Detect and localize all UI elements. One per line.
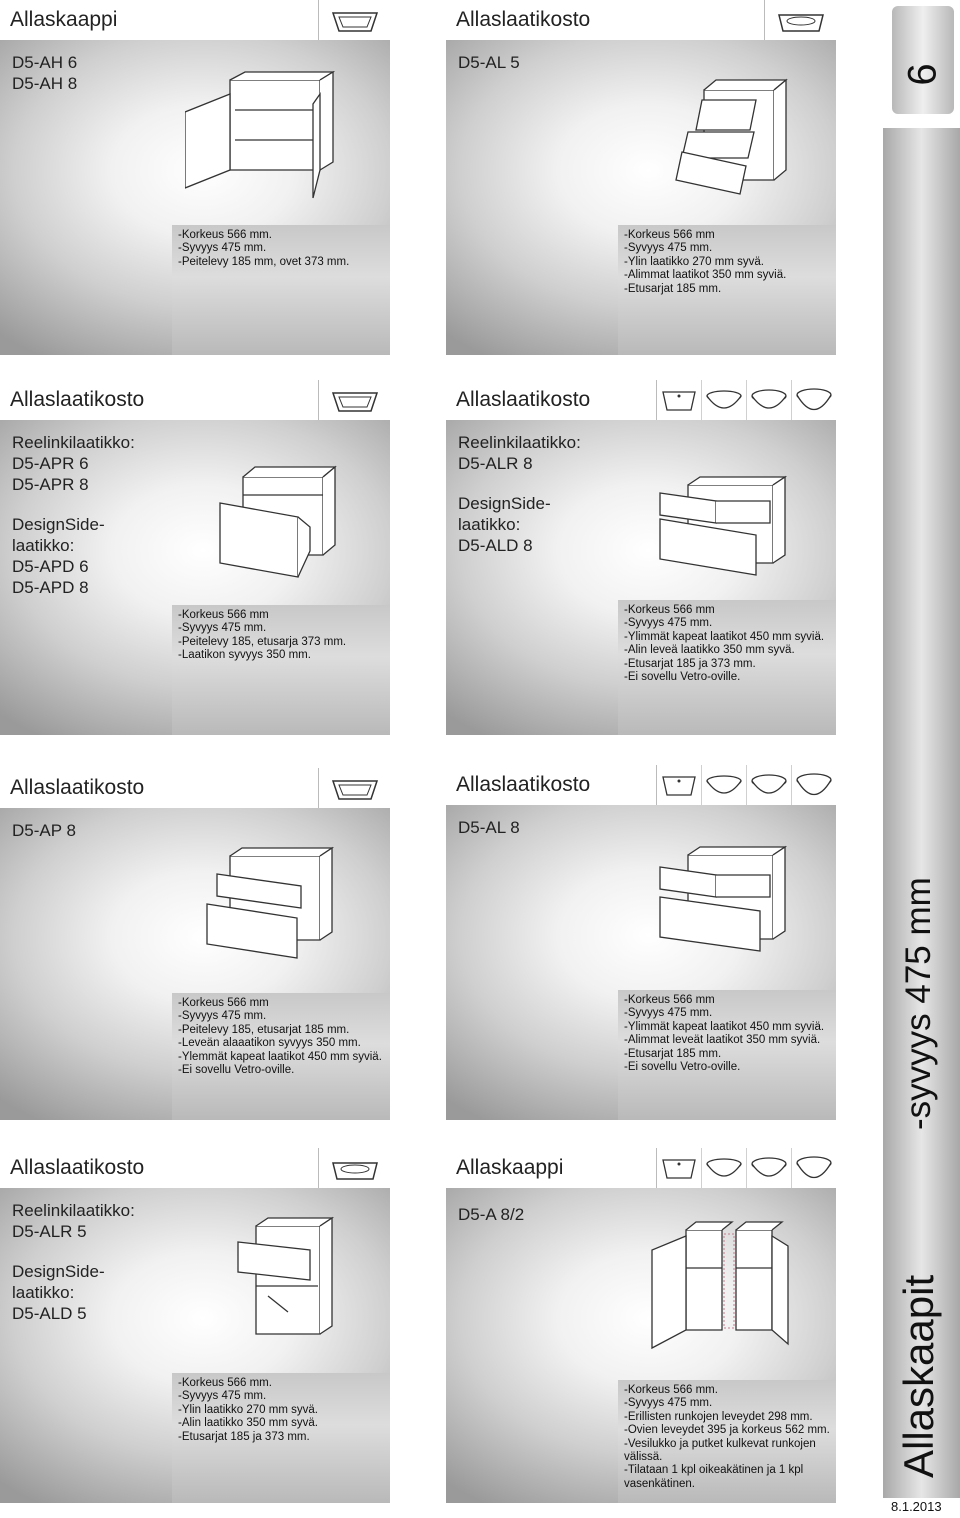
spec-line: -Etusarjat 185 ja 373 mm. <box>178 1430 310 1443</box>
model-code: D5-AL 8 <box>458 818 520 837</box>
spec-panel <box>172 1373 390 1503</box>
spec-panel <box>618 600 836 735</box>
basin-icons <box>318 1148 390 1188</box>
cabinet-illustration <box>658 845 788 960</box>
model-code: D5-APR 6 <box>12 454 89 473</box>
basin-oval-icon <box>702 765 747 805</box>
subtitle-line: DesignSide- <box>12 1262 105 1281</box>
model-code: D5-APD 8 <box>12 578 89 597</box>
model-code: D5-ALD 8 <box>458 536 533 555</box>
model-code: D5-ALR 8 <box>458 454 533 473</box>
basin-oval-icon <box>702 380 747 420</box>
subtitle-line: Reelinkilaatikko: <box>12 433 135 452</box>
spec-line: -Vesilukko ja putket kulkevat runkojen <box>624 1437 816 1450</box>
basin-icons <box>318 0 390 40</box>
spec-line: -Korkeus 566 mm <box>624 229 715 241</box>
spec-line: -Ei sovellu Vetro-oville. <box>624 671 741 684</box>
chapter-tab <box>892 6 954 114</box>
depth-label: -syvyys 475 mm <box>899 877 938 1130</box>
model-code: D5-AP 8 <box>12 821 76 840</box>
card-title: Allaskaappi <box>456 1156 564 1179</box>
spec-line: -Syvyys 475 mm. <box>178 1390 267 1403</box>
card-title: Allaslaatikosto <box>10 388 145 411</box>
spec-line: -Korkeus 566 mm. <box>178 1377 272 1389</box>
subtitle-line: laatikko: <box>12 1283 75 1302</box>
basin-oval-icon <box>747 380 792 420</box>
card-title: Allaslaatikosto <box>10 776 145 799</box>
card-title: Allaskaappi <box>10 8 118 31</box>
spec-panel <box>172 225 390 355</box>
model-code: D5-APR 8 <box>12 475 89 494</box>
spec-line: -Korkeus 566 mm. <box>178 229 272 241</box>
basin-icons <box>656 380 836 420</box>
cabinet-illustration <box>185 70 335 200</box>
basin-icons <box>318 380 390 420</box>
card-title: Allaslaatikosto <box>456 388 591 411</box>
basin-box-icon <box>657 765 702 805</box>
spec-line: -Tilataan 1 kpl oikeakätinen ja 1 kpl <box>624 1464 804 1477</box>
card-title: Allaslaatikosto <box>456 773 591 796</box>
section-label: Allaskaapit <box>895 1274 942 1478</box>
spec-line: -Peitelevy 185, etusarjat 185 mm. <box>178 1023 350 1036</box>
spec-line: -Ovien leveydet 395 ja korkeus 562 mm. <box>624 1424 830 1437</box>
spec-line: -Syvyys 475 mm. <box>624 242 713 255</box>
product-card-d5-al5 <box>446 0 836 355</box>
spec-panel <box>172 605 390 735</box>
spec-line: -Alin laatikko 350 mm syvä. <box>178 1417 318 1430</box>
spec-line: -Syvyys 475 mm. <box>624 1007 713 1020</box>
basin-small-icon <box>319 1148 390 1188</box>
spec-line: -Korkeus 566 mm <box>178 997 269 1009</box>
spec-panel <box>618 1380 836 1503</box>
basin-oval-icon <box>702 1148 747 1188</box>
spec-line: välissä. <box>624 1451 663 1464</box>
basin-oval-icon <box>747 1148 792 1188</box>
spec-line: -Alimmat leveät laatikot 350 mm syviä. <box>624 1034 821 1047</box>
basin-inset-icon <box>319 768 390 808</box>
spec-line: -Etusarjat 185 ja 373 mm. <box>624 657 756 670</box>
spec-line: -Erillisten runkojen leveydet 298 mm. <box>624 1410 813 1423</box>
basin-icons <box>764 0 836 40</box>
subtitle-line: DesignSide- <box>12 515 105 534</box>
basin-bowl-icon <box>792 380 836 420</box>
spec-line: vasenkätinen. <box>624 1477 695 1490</box>
spec-line: -Ylemmät kapeat laatikot 450 mm syviä. <box>178 1050 382 1063</box>
model-code: D5-AH 6 <box>12 53 78 72</box>
model-code: D5-AH 8 <box>12 74 78 93</box>
document-date: 8.1.2013 <box>891 1499 942 1514</box>
spec-line: -Korkeus 566 mm <box>178 609 269 621</box>
basin-box-icon <box>657 380 702 420</box>
product-card-d5-alr8 <box>446 380 836 735</box>
spec-line: -Syvyys 475 mm. <box>178 1010 267 1023</box>
cabinet-illustration <box>658 475 788 585</box>
product-card-d5-alr5 <box>0 1148 390 1503</box>
cabinet-illustration <box>218 465 338 585</box>
product-card-d5-apr <box>0 380 390 735</box>
spec-line: -Peitelevy 185, etusarja 373 mm. <box>178 635 347 648</box>
spec-line: -Alimmat laatikot 350 mm syviä. <box>624 269 787 282</box>
model-code: D5-ALD 5 <box>12 1304 87 1323</box>
subtitle-line: laatikko: <box>12 536 75 555</box>
spec-line: -Ylin laatikko 270 mm syvä. <box>178 1403 318 1416</box>
subtitle-line: laatikko: <box>458 515 521 534</box>
spec-panel <box>618 225 836 355</box>
spec-line: -Leveän alaaatikon syvyys 350 mm. <box>178 1037 361 1050</box>
spec-line: -Syvyys 475 mm. <box>624 617 713 630</box>
model-code: D5-A 8/2 <box>458 1205 525 1224</box>
card-title: Allaslaatikosto <box>10 1156 145 1179</box>
chapter-number: 6 <box>900 63 945 86</box>
model-code: D5-ALR 5 <box>12 1222 87 1241</box>
cabinet-illustration <box>228 1216 338 1346</box>
spec-line: -Syvyys 475 mm. <box>178 242 267 255</box>
spec-line: -Ei sovellu Vetro-oville. <box>178 1064 295 1077</box>
basin-small-icon <box>765 0 836 40</box>
spec-line: -Etusarjat 185 mm. <box>624 1047 722 1060</box>
product-card-d5-al8 <box>446 765 836 1120</box>
basin-oval-icon <box>747 765 792 805</box>
spec-line: -Ei sovellu Vetro-oville. <box>624 1061 741 1074</box>
cabinet-illustration <box>674 70 794 200</box>
spec-line: -Syvyys 475 mm. <box>624 1397 713 1410</box>
spec-line: -Laatikon syvyys 350 mm. <box>178 649 311 662</box>
product-card-d5-a8-2 <box>446 1148 836 1503</box>
basin-inset-icon <box>319 380 390 420</box>
subtitle-line: Reelinkilaatikko: <box>458 433 581 452</box>
model-code: D5-APD 6 <box>12 557 89 576</box>
subtitle-line: DesignSide- <box>458 494 551 513</box>
spec-line: -Korkeus 566 mm <box>624 994 715 1006</box>
spec-line: -Syvyys 475 mm. <box>178 622 267 635</box>
spec-line: -Peitelevy 185 mm, ovet 373 mm. <box>178 255 350 268</box>
card-title: Allaslaatikosto <box>456 8 591 31</box>
product-card-d5-ap8 <box>0 768 390 1120</box>
model-code: D5-AL 5 <box>458 53 520 72</box>
spec-line: -Ylimmät kapeat laatikot 450 mm syviä. <box>624 1020 825 1033</box>
basin-box-icon <box>657 1148 702 1188</box>
spec-line: -Ylimmät kapeat laatikot 450 mm syviä. <box>624 630 825 643</box>
spec-line: -Korkeus 566 mm <box>624 604 715 616</box>
cabinet-illustration <box>646 1220 796 1350</box>
spec-line: -Ylin laatikko 270 mm syvä. <box>624 255 764 268</box>
chapter-sidebar <box>883 0 960 1518</box>
spec-line: -Korkeus 566 mm. <box>624 1384 718 1396</box>
spec-panel <box>618 990 836 1120</box>
spec-line: -Alin leveä laatikko 350 mm syvä. <box>624 644 795 657</box>
cabinet-illustration <box>205 846 335 966</box>
basin-icons <box>656 1148 836 1188</box>
basin-inset-icon <box>319 0 390 40</box>
spec-line: -Etusarjat 185 mm. <box>624 282 722 295</box>
spec-panel <box>172 993 390 1120</box>
basin-icons <box>318 768 390 808</box>
product-card-d5-ah <box>0 0 390 355</box>
subtitle-line: Reelinkilaatikko: <box>12 1201 135 1220</box>
basin-icons <box>656 765 836 805</box>
basin-bowl-icon <box>792 1148 836 1188</box>
basin-bowl-icon <box>792 765 836 805</box>
